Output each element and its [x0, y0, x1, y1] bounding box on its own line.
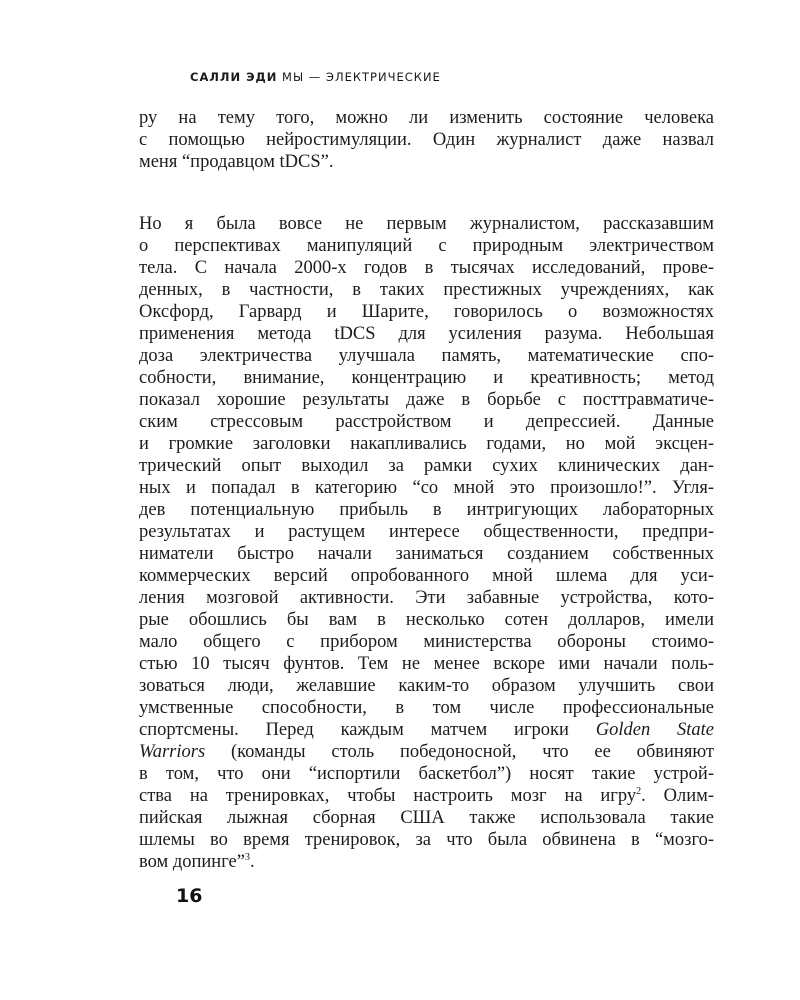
text-line: Warriors (команды столь победоносной, что ее обвиняют: [139, 742, 714, 762]
text-line: доза электричества улучшала память, математические спо-: [139, 346, 714, 366]
header-author: САЛЛИ ЭДИ: [190, 70, 278, 84]
text-line: ру на тему того, можно ли изменить состояние человека: [139, 108, 714, 128]
text-line: ных и попадал в категорию “со мной это произошло!”. Угля-: [139, 478, 714, 498]
italic-team-name: Warriors: [139, 742, 206, 762]
text-line: шлемы во время тренировок, за что была обвинена в “мозго-: [139, 830, 714, 850]
text-line: о перспективах манипуляций с природным электричеством: [139, 236, 714, 256]
text-line: стью 10 тысяч фунтов. Тем не менее вскоре ими начали поль-: [139, 654, 714, 674]
text-line: коммерческих версий опробованного мной шлема для уси-: [139, 566, 714, 586]
text-line: ниматели быстро начали заниматься созданием собственных: [139, 544, 714, 564]
text-line: тела. С начала 2000-х годов в тысячах исследований, прове-: [139, 258, 714, 278]
text-line: и громкие заголовки накапливались годами, но мой эксцен-: [139, 434, 714, 454]
text-line: дев потенциальную прибыль в интригующих лабораторных: [139, 500, 714, 520]
italic-team-name: Golden State: [595, 720, 715, 740]
text-line: меня “продавцом tDCS”.: [139, 152, 334, 172]
text-line: мало общего с прибором министерства обороны стоимо-: [139, 632, 714, 652]
text-line: показал хорошие результаты даже в борьбе с посттравматиче-: [139, 390, 714, 410]
text-line: ления мозговой активности. Эти забавные устройства, кото-: [139, 588, 714, 608]
text-line: применения метода tDCS для усиления разума. Небольшая: [139, 324, 714, 344]
text-line: умственные способности, в том числе профессиональные: [139, 698, 714, 718]
text-line: ства на тренировках, чтобы настроить мозг на игру$^2$. Олим-: [139, 785, 714, 806]
header-title: МЫ — ЭЛЕКТРИЧЕСКИЕ: [282, 70, 441, 84]
text-line: в том, что они “испортили баскетбол”) носят такие устрой-: [139, 764, 714, 784]
text-line: ским стрессовым расстройством и депрессией. Данные: [139, 412, 714, 432]
text-line: результатах и растущем интересе общественности, предпри-: [139, 522, 714, 542]
paragraph-continued: [139, 107, 714, 173]
text-line: спортсмены. Перед каждым матчем игроки Golden State: [139, 720, 715, 740]
text-line: Оксфорд, Гарвард и Шарите, говорилось о возможностях: [139, 302, 714, 322]
text-line: денных, в частности, в таких престижных учреждениях, как: [139, 280, 714, 300]
running-header: [190, 70, 441, 84]
footnote-ref[interactable]: 3: [244, 851, 250, 863]
page-number: 16: [176, 885, 203, 907]
text-line: собности, внимание, концентрацию и креативность; метод: [139, 368, 714, 388]
text-line: зоваться люди, желавшие каким-то образом улучшить свои: [139, 676, 714, 696]
text-line: рые обошлись бы вам в несколько сотен долларов, имели: [139, 610, 714, 630]
text-line: с помощью нейростимуляции. Один журналист даже назвал: [139, 130, 714, 150]
text-line: Но я была вовсе не первым журналистом, рассказавшим: [139, 214, 714, 234]
paragraph-main: [139, 213, 714, 873]
text-line: пийская лыжная сборная США также использовала такие: [139, 808, 714, 828]
text-line: трический опыт выходил за рамки сухих клинических дан-: [139, 456, 714, 476]
footnote-ref[interactable]: 2: [636, 785, 642, 797]
text-line: вом допинге”$^3$.: [139, 851, 255, 872]
